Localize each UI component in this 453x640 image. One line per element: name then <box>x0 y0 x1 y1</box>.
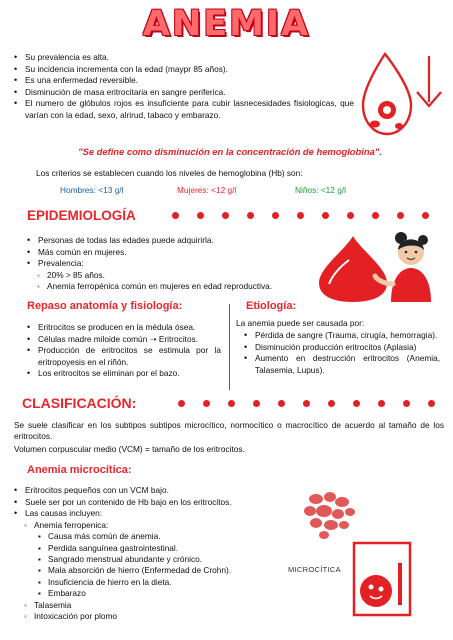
list-item: • Es una enfermedad reversible. <box>14 75 354 87</box>
clasificacion-heading: CLASIFICACIÓN: <box>22 395 137 411</box>
criteria-men: Hombres: <13 g/l <box>60 185 124 195</box>
criteria-children: Niños: <12 g/l <box>295 185 346 195</box>
vcm-text: Volumen corpuscular medio (VCM) = tamaño de los eritrocitos. <box>14 444 245 454</box>
list-item: • Disminución producción eritrocitos (Aplasia) <box>244 342 440 354</box>
list-item: ◦ Anemia ferropénica común en mujeres en edad reproductiva. <box>37 281 327 292</box>
list-item: ◦ Intoxicación por plomo <box>24 611 294 622</box>
list-item: • Eritrocitos pequeños con un VCM bajo. <box>14 485 294 497</box>
list-item: • Disminución de masa eritrocitaria en sangre periferica. <box>14 87 354 99</box>
list-item: • Pérdida de sangre (Trauma, cirugía, hemorragia). <box>244 330 440 342</box>
list-item: • Su incidencia incrementa con la edad (maypr 85 años). <box>14 64 354 76</box>
list-item: ▪ Causa más común de anemia. <box>38 531 294 542</box>
list-item: • Más común en mujeres. <box>27 247 327 259</box>
list-item: • Prevalencia: <box>27 258 327 270</box>
microcytic-cells-illustration <box>286 485 416 625</box>
epidemiologia-list <box>27 235 327 293</box>
list-item: ▪ Perdida sanguínea gastrointestinal. <box>38 543 294 554</box>
list-item: • Las causas incluyen: <box>14 508 294 520</box>
list-item: ◦ 20% > 85 años. <box>37 270 327 281</box>
criteria-women: Mujeres: <12 g/l <box>177 185 237 195</box>
list-item: • Su prevalencia es alta. <box>14 52 354 64</box>
microcitica-image-label: MICROCÍTICA <box>288 565 341 574</box>
list-item: • Suele ser por un contenido de Hb bajo en los eritrocitos. <box>14 497 294 509</box>
definition-quote: "Se define como disminución en la concentración de hemoglobina". <box>78 146 382 157</box>
list-item: • Personas de todas las edades puede adquirirla. <box>27 235 327 247</box>
blood-drop-icon <box>355 50 450 140</box>
list-item: • Eritrocitos se producen en la médula ósea. <box>27 322 221 334</box>
list-item: • El numero de glóbulos rojos es insuficiente para cubir lasnecesidades fisiologicas, que varían con la edad, sexo, alrirud, tabaco y embarazo. <box>14 98 354 121</box>
page-title: ANEMIA <box>142 4 311 44</box>
column-divider <box>229 304 230 390</box>
list-item: • Producción de eritrocitos se estimula por la eritropoyesis en el riñón. <box>27 345 221 368</box>
list-item: ◦ Talasemia <box>24 600 294 611</box>
list-item: ▪ Insuficiencia de hierro en la dieta. <box>38 577 294 588</box>
intro-list <box>14 52 354 122</box>
list-item: ◦ Anemia ferropenica: <box>24 520 294 531</box>
repaso-list <box>27 322 221 380</box>
list-item: ▪ Embarazo <box>38 588 294 599</box>
girl-blood-drop-illustration <box>315 228 440 303</box>
etiologia-heading: Etiología: <box>246 300 297 312</box>
epidemiologia-heading: EPIDEMIOLOGÍA <box>27 208 136 223</box>
etiologia-intro: La anemia puede ser causada por: <box>236 318 365 328</box>
microcitica-list <box>14 485 294 622</box>
list-item: • Células madre miloide común ➝ Eritrocitos. <box>27 334 221 346</box>
microcitica-heading: Anemia microcítica: <box>27 464 132 476</box>
repaso-heading: Repaso anatomía y fisiología: <box>27 300 183 312</box>
criteria-text: Los criterios se establecen cuando los niveles de hemoglobina (Hb) son: <box>36 168 303 178</box>
list-item: • Aumento en destrucción eritrocitos (Anemia, Talasemia, Lupus). <box>244 353 440 376</box>
list-item: ▪ Mala absorción de hierro (Enfermedad de Crohn). <box>38 565 294 576</box>
etiologia-list <box>244 330 440 376</box>
list-item: • Los eritrocitos se eliminan por el bazo. <box>27 368 221 380</box>
clasificacion-text: Se suele clasificar en los subtipos subtipos microcítico, normocítico o macrocítico de acuerdo al tamaño de los eritrocitos. <box>14 420 444 442</box>
list-item: ▪ Sangrado menstrual abundante y crónico. <box>38 554 294 565</box>
